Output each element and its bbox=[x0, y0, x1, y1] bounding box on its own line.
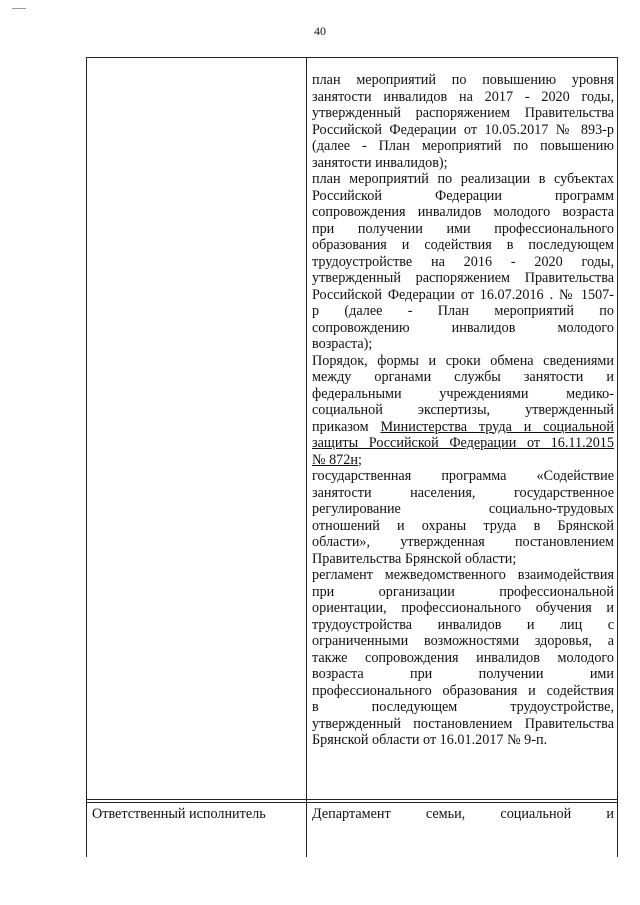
text-line: Российской Федерации программ bbox=[312, 187, 614, 204]
text-line: при получении ими профессионального bbox=[312, 220, 614, 237]
text-line: ограниченными возможностями здоровья, а bbox=[312, 633, 614, 649]
text-line: области», утвержденная постановлением bbox=[312, 534, 614, 550]
text-line: возраста); bbox=[312, 336, 373, 352]
text-line: регулирование социально-трудовых bbox=[312, 501, 614, 517]
page-number: 40 bbox=[314, 24, 326, 38]
text-line: образования и содействия в последующем bbox=[312, 237, 614, 253]
text-line: Порядок, формы и сроки обмена сведениями bbox=[312, 352, 614, 369]
text-line: трудоустройства инвалидов и лиц с bbox=[312, 616, 614, 633]
text-line: отношений и охраны труда в Брянской bbox=[312, 517, 614, 534]
text-line: план мероприятий по реализации в субъектах bbox=[312, 171, 614, 187]
responsible-executor-label: Ответственный исполнитель bbox=[92, 806, 266, 822]
text-line: ориентации, профессионального обучения и bbox=[312, 600, 614, 616]
table-right-border bbox=[617, 57, 618, 857]
text-line: утвержденный распоряжением Правительства bbox=[312, 270, 614, 286]
margin-mark bbox=[12, 8, 26, 9]
text-line: занятости инвалидов); bbox=[312, 154, 448, 171]
text-line: (далее - План мероприятий по повышению bbox=[312, 138, 614, 154]
text-line: между органами службы занятости и bbox=[312, 369, 614, 385]
text-line: социальной экспертизы, утвержденный bbox=[312, 402, 614, 418]
table-left-border bbox=[86, 57, 87, 857]
text-line: защиты Российской Федерации от 16.11.2015 bbox=[312, 435, 614, 451]
text-line: Брянской области от 16.01.2017 № 9-п. bbox=[312, 732, 548, 748]
text-line: занятости населения, государственное bbox=[312, 484, 614, 501]
text-line: занятости инвалидов на 2017 - 2020 годы, bbox=[312, 88, 614, 105]
text-line: сопровождения инвалидов молодого возраста bbox=[312, 204, 614, 220]
column-divider bbox=[306, 57, 307, 857]
text-line: также сопровождения инвалидов молодого bbox=[312, 649, 614, 666]
text-line: профессионального образования и содействия bbox=[312, 682, 614, 699]
text-line: государственная программа «Содействие bbox=[312, 468, 614, 484]
text-line: федеральными учреждениями медико- bbox=[312, 385, 614, 402]
table-top-border bbox=[86, 57, 618, 58]
text-line: в последующем трудоустройстве, bbox=[312, 699, 614, 715]
text-line: приказом Министерства труда и социальной bbox=[312, 418, 614, 435]
text-line: утвержденный постановлением Правительства bbox=[312, 715, 614, 732]
text-line: Российской Федерации от 16.07.2016 . № 1507- bbox=[312, 286, 614, 303]
text-line: Правительства Брянской области; bbox=[312, 550, 517, 567]
responsible-executor-value: Департамент семьи, социальной и bbox=[312, 806, 614, 822]
text-line: трудоустройстве на 2016 - 2020 годы, bbox=[312, 253, 614, 270]
text-line: Российской Федерации от 10.05.2017 № 893-р bbox=[312, 121, 614, 138]
legal-basis-list bbox=[312, 72, 614, 749]
text-line: возраста при получении ими bbox=[312, 666, 614, 682]
text-line: сопровождению инвалидов молодого bbox=[312, 319, 614, 336]
row-divider bbox=[86, 799, 618, 800]
text-line: № 872н; bbox=[312, 451, 362, 468]
text-line: при организации профессиональной bbox=[312, 583, 614, 600]
text-line: план мероприятий по повышению уровня bbox=[312, 72, 614, 88]
row-divider-2 bbox=[86, 802, 618, 803]
text-line: утвержденный распоряжением Правительства bbox=[312, 105, 614, 121]
text-line: р (далее - План мероприятий по bbox=[312, 303, 614, 319]
text-line: регламент межведомственного взаимодействия bbox=[312, 567, 614, 583]
